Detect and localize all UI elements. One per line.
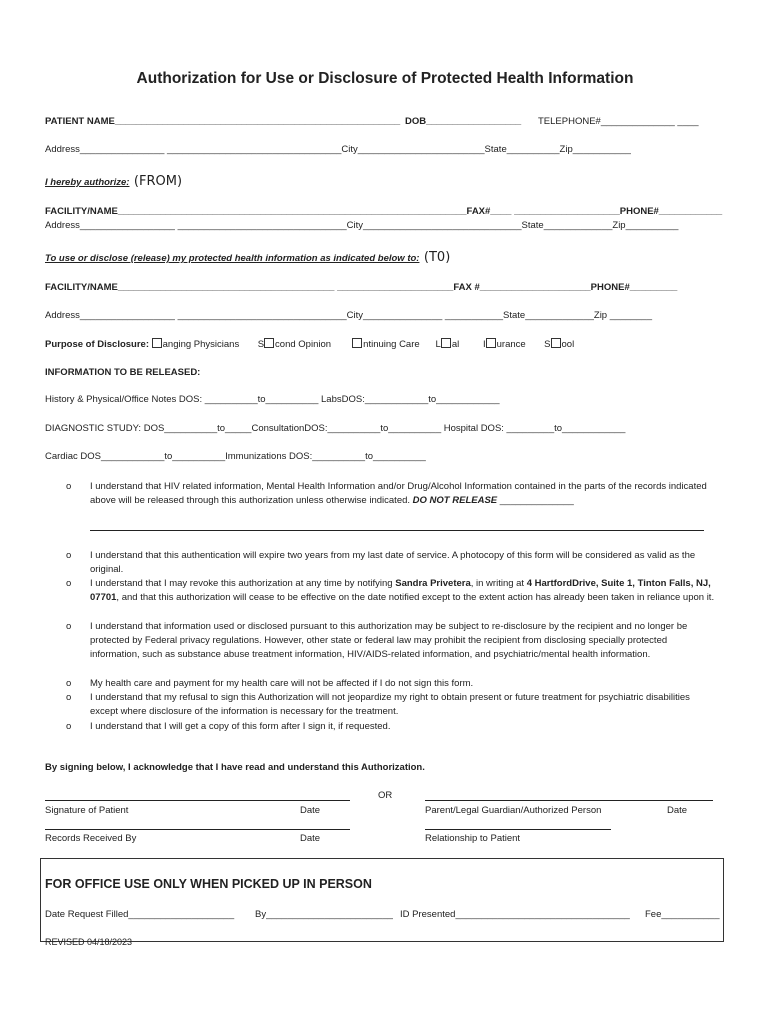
- relationship-line[interactable]: [425, 829, 611, 830]
- checkbox-icon[interactable]: [264, 338, 274, 348]
- to-address-field[interactable]: Address__________________ ________________________________City_______________ ___________State_____________Zip ________: [45, 310, 653, 321]
- statement-revoke: I understand that I may revoke this authorization at any time by notifying Sandra Privetera, in writing at 4 HartfordDrive, Suite 1, Tinton Falls, NJ, 07701, and that this authorization will cease to be effective on the date notified except to the extent action has already been taken in reliance upon it.: [90, 578, 715, 603]
- checkbox-icon[interactable]: [551, 338, 561, 348]
- relationship-label: Relationship to Patient: [425, 833, 521, 844]
- statement-redisclosure: I understand that information used or disclosed pursuant to this authorization may be subject to re-disclosure by the recipient and no longer be protected by Federal privacy regulations. However, other state or federal law may prohibit the recipient from disclosing specially protected information, such as substance abuse treatment information, HIV/AIDS-related information, and psychiatric/mental health information.: [90, 621, 688, 660]
- release-handwritten: (T0): [423, 250, 451, 265]
- statement-copy: I understand that I will get a copy of this form after I sign it, if requested.: [90, 721, 391, 732]
- authorize-handwritten: (FROM): [133, 174, 183, 189]
- from-facility-field[interactable]: FACILITY/NAME__________________________________________________________________FAX#____ ____________________PHONE#____________: [45, 206, 723, 217]
- statement-care: My health care and payment for my health care will not be affected if I do not sign this form.: [90, 678, 474, 689]
- records-received-label: Records Received By: [45, 833, 137, 844]
- guardian-label: Parent/Legal Guardian/Authorized Person: [425, 805, 602, 816]
- id-presented-field[interactable]: ID Presented_________________________________: [400, 909, 630, 920]
- fee-field[interactable]: Fee___________: [645, 909, 720, 920]
- purpose-option-continuing-care[interactable]: ntinuing Care: [352, 339, 420, 350]
- guardian-date-label: Date: [667, 805, 688, 816]
- info-diagnostic-line[interactable]: DIAGNOSTIC STUDY: DOS__________to_____ConsultationDOS:__________to__________ Hospital DOS: _________to____________: [45, 423, 626, 434]
- records-date-label: Date: [300, 833, 321, 844]
- to-facility-field[interactable]: FACILITY/NAME_________________________________________ ______________________FAX #_____________________PHONE#_________: [45, 282, 678, 293]
- purpose-option-changing-physicians[interactable]: anging Physicians: [152, 339, 240, 350]
- authorize-row: [45, 172, 182, 190]
- statement-hiv: I understand that HIV related information, Mental Health Information and/or Drug/Alcohol Information contained in the parts of the records indicated above will be released through this authorization unless otherwise indicated. DO NOT RELEASE ______________: [90, 481, 707, 506]
- bullet-marker: o: [66, 481, 72, 492]
- checkbox-icon[interactable]: [486, 338, 496, 348]
- info-history-line[interactable]: History & Physical/Office Notes DOS: __________to__________ LabsDOS:____________to____________: [45, 394, 500, 405]
- release-label: To use or disclose (release) my protected health information as indicated below to:: [45, 253, 420, 264]
- office-use-box: [40, 858, 724, 942]
- bullet-marker: o: [66, 550, 72, 561]
- purpose-option-school[interactable]: S ool: [544, 339, 575, 350]
- or-text: OR: [378, 790, 393, 801]
- bullet-marker: o: [66, 621, 72, 632]
- bullet-marker: o: [66, 721, 72, 732]
- patient-signature-line[interactable]: [45, 800, 350, 801]
- info-cardiac-line[interactable]: Cardiac DOS____________to__________Immunizations DOS:__________to__________: [45, 451, 426, 462]
- purpose-option-legal[interactable]: L al: [435, 339, 460, 350]
- dob-field[interactable]: DOB__________________: [405, 116, 522, 127]
- acknowledge-text: By signing below, I acknowledge that I have read and understand this Authorization.: [45, 762, 425, 773]
- purpose-row: [45, 338, 574, 350]
- patient-address-field[interactable]: Address________________ _________________________________City________________________State__________Zip___________: [45, 144, 631, 155]
- checkbox-icon[interactable]: [152, 338, 162, 348]
- document-title: Authorization for Use or Disclosure of Protected Health Information: [136, 70, 634, 87]
- checkbox-icon[interactable]: [352, 338, 362, 348]
- bullet-marker: o: [66, 692, 72, 703]
- release-row: [45, 248, 450, 266]
- checkbox-icon[interactable]: [441, 338, 451, 348]
- telephone-field[interactable]: TELEPHONE#______________ ____: [538, 116, 699, 127]
- by-field[interactable]: By________________________: [255, 909, 393, 920]
- signature-of-patient-label: Signature of Patient: [45, 805, 129, 816]
- patient-date-label: Date: [300, 805, 321, 816]
- revised-date: REVISED 04/18/2023: [45, 937, 133, 947]
- guardian-signature-line[interactable]: [425, 800, 713, 801]
- date-request-field[interactable]: Date Request Filled____________________: [45, 909, 235, 920]
- statement-expire: I understand that this authentication will expire two years from my last date of service. A photocopy of this form will be considered as valid as the original.: [90, 550, 696, 575]
- purpose-option-second-opinion[interactable]: S cond Opinion: [257, 339, 332, 350]
- purpose-option-insurance[interactable]: I urance: [482, 339, 526, 350]
- statement-refusal: I understand that my refusal to sign this Authorization will not jeopardize my right to obtain present or future treatment for psychiatric disabilities except where disclosure of the information is necessary for the treatment.: [90, 692, 690, 717]
- bullet-marker: o: [66, 578, 72, 589]
- purpose-label: Purpose of Disclosure:: [45, 339, 149, 350]
- info-heading: INFORMATION TO BE RELEASED:: [45, 367, 201, 378]
- patient-name-field[interactable]: PATIENT NAME______________________________________________________: [45, 116, 401, 127]
- office-heading: FOR OFFICE USE ONLY WHEN PICKED UP IN PERSON: [45, 877, 372, 891]
- from-address-field[interactable]: Address__________________ ________________________________City______________________________State_____________Zip__________: [45, 220, 679, 231]
- records-received-line[interactable]: [45, 829, 350, 830]
- release-write-line[interactable]: [90, 530, 704, 531]
- bullet-marker: o: [66, 678, 72, 689]
- authorize-label: I hereby authorize:: [45, 177, 130, 188]
